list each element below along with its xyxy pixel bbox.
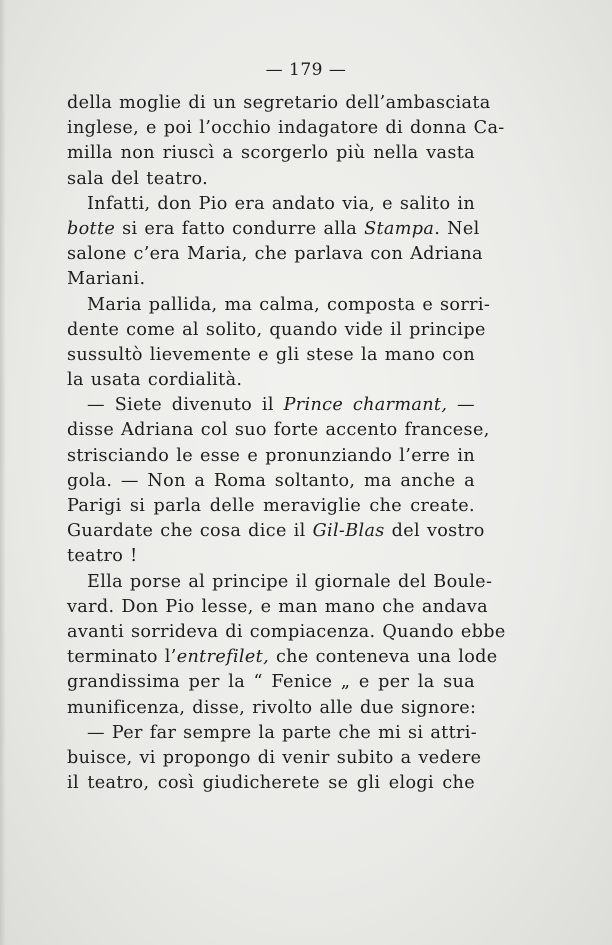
text-line <box>67 393 475 418</box>
text-segment: disse Adriana col suo forte accento francese, <box>67 420 490 441</box>
text-line <box>67 570 493 595</box>
text-line <box>67 771 475 796</box>
text-segment: vard. Don Pio lesse, e man mano che andava <box>67 596 488 617</box>
text-segment: — <box>447 395 476 416</box>
text-segment: terminato l’ <box>67 647 177 668</box>
text-segment: del vostro <box>384 521 485 542</box>
italic-text: Prince charmant, <box>283 395 448 416</box>
text-segment: Parigi si parla delle meraviglie che create. <box>67 496 475 516</box>
text-segment: il teatro, così giudicherete se gli elogi che <box>67 773 475 794</box>
text-segment: avanti sorrideva di compiacenza. Quando ebbe <box>67 621 506 642</box>
text-segment: si era fatto condurre alla <box>115 218 365 239</box>
text-line <box>67 267 475 292</box>
italic-text: entrefilet, <box>176 647 270 668</box>
page-number: — 179 — <box>265 60 347 80</box>
text-segment: milla non riuscì a scorgerlo più nella vasta <box>67 143 475 164</box>
text-line <box>67 721 478 746</box>
text-line <box>67 343 475 368</box>
text-segment: salone c’era Maria, che parlava con Adriana <box>67 244 483 265</box>
text-segment: — Siete divenuto il <box>87 395 284 416</box>
text-line <box>67 519 485 544</box>
text-line <box>67 544 475 569</box>
text-segment: buisce, vi propongo di venir subito a vedere <box>67 747 482 768</box>
text-segment: inglese, e poi l’occhio indagatore di donna Ca- <box>67 118 505 139</box>
text-line <box>67 217 480 242</box>
text-segment: dente come al solito, quando vide il principe <box>67 319 486 340</box>
text-segment: Ella porse al principe il giornale del Boule- <box>87 571 493 592</box>
text-line <box>67 116 505 141</box>
italic-text: Gil-Blas <box>312 521 385 542</box>
text-segment: Mariani. <box>67 269 146 290</box>
text-segment: teatro ! <box>67 546 138 567</box>
text-line <box>67 141 475 166</box>
italic-text: botte <box>67 218 116 239</box>
text-segment: Infatti, don Pio era andato via, e salito in <box>87 193 476 214</box>
text-line <box>67 318 486 343</box>
text-line <box>67 494 475 519</box>
text-segment: grandissima per la “ Fenice „ e per la sua <box>67 672 475 693</box>
text-segment: Guardate che cosa dice il <box>67 521 313 542</box>
text-segment: della moglie di un segretario dell’ambasciata <box>67 93 491 113</box>
text-line <box>67 670 475 695</box>
text-line <box>67 293 491 318</box>
text-segment: Maria pallida, ma calma, composta e sorri- <box>87 294 491 315</box>
text-line <box>67 696 475 721</box>
text-segment: sala del teatro. <box>67 168 209 189</box>
text-line <box>67 242 483 267</box>
text-line <box>67 469 475 494</box>
italic-text: Stampa <box>364 218 435 239</box>
text-segment: strisciando le esse e pronunziando l’erre in <box>67 445 475 466</box>
text-segment: . Nel <box>434 218 480 239</box>
text-line <box>67 418 490 443</box>
text-segment: gola. — Non a Roma soltanto, ma anche a <box>67 470 475 491</box>
text-line <box>67 91 491 116</box>
text-segment: munificenza, disse, rivolto alle due signore: <box>67 697 477 718</box>
text-line <box>67 167 475 192</box>
text-segment: sussultò lievemente e gli stese la mano con <box>67 344 476 365</box>
text-segment: che conteneva una lode <box>269 647 498 668</box>
text-line <box>67 192 475 217</box>
text-line <box>67 444 475 469</box>
page-edge-shadow <box>0 0 6 945</box>
text-segment: la usata cordialità. <box>67 370 243 391</box>
text-line <box>67 645 498 670</box>
text-line <box>67 368 475 393</box>
text-segment: — Per far sempre la parte che mi si attri- <box>87 722 478 743</box>
body-text <box>67 91 506 796</box>
text-line <box>67 746 482 771</box>
text-line <box>67 620 506 645</box>
text-line <box>67 595 488 620</box>
